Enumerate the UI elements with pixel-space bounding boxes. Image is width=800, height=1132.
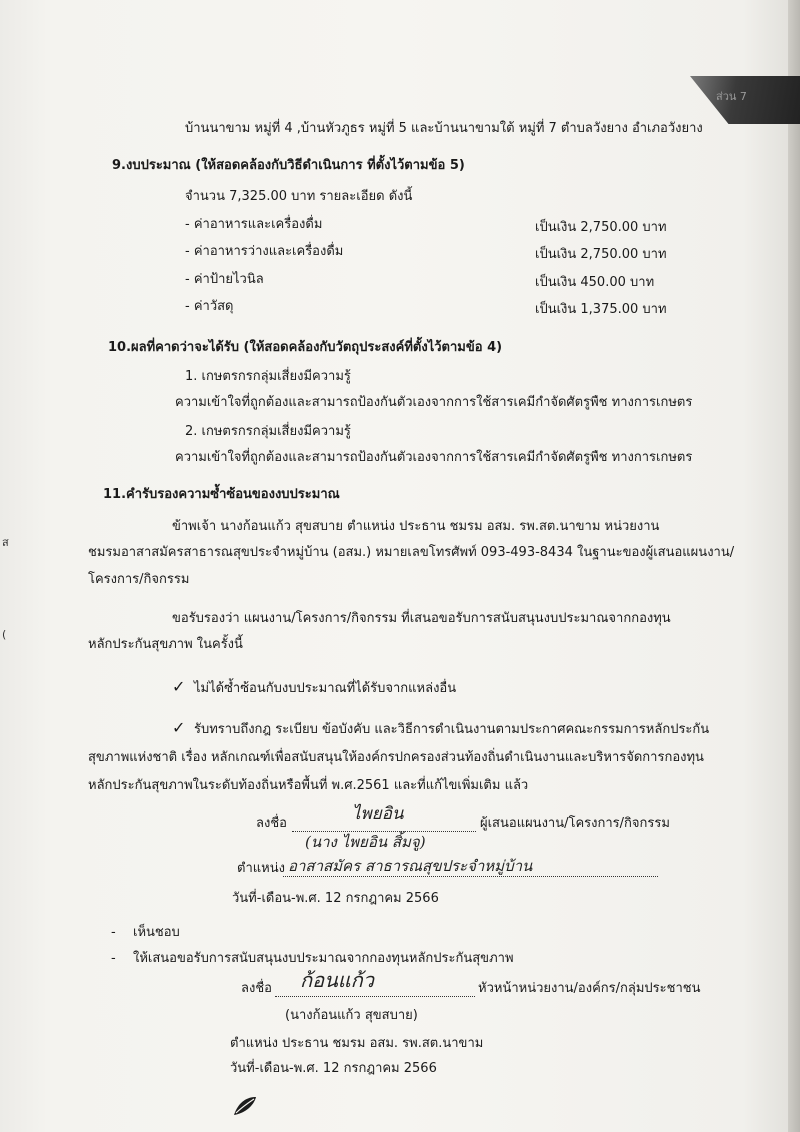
certification-check2: สุขภาพแห่งชาติ เรื่อง หลักเกณฑ์เพื่อสนับสนุนให้องค์กรปกครองส่วนท้องถิ่นดำเนินงานและบริหารจัดการกองทุน bbox=[88, 750, 704, 765]
signer-role: ผู้เสนอแผนงาน/โครงการ/กิจกรรม bbox=[480, 816, 670, 831]
page-tag: ส่วน 7 bbox=[716, 90, 747, 103]
results-heading: 10.ผลที่คาดว่าจะได้รับ (ให้สอดคล้องกับวัตถุประสงค์ที่ตั้งไว้ตามข้อ 4) bbox=[108, 340, 503, 355]
result-item-first: 1. เกษตรกรกลุ่มเสี่ยงมีความรู้ bbox=[185, 369, 351, 384]
intro-line: บ้านนาขาม หมู่ที่ 4 ,บ้านหัวภูธร หมู่ที่ 5 และบ้านนาขามใต้ หมู่ที่ 7 ตำบลวังยาง อำเภอวังยาง bbox=[185, 121, 703, 136]
certification-heading: 11.คำรับรองความซ้ำซ้อนของงบประมาณ bbox=[103, 487, 340, 502]
check-mark-icon: ✓ bbox=[172, 677, 186, 696]
sign-label: ลงชื่อ bbox=[241, 981, 272, 996]
handwritten-printed-name: (นาง ไพยอิน สิ้มจู) bbox=[305, 833, 426, 851]
approval-dash: - bbox=[111, 925, 116, 940]
approval-item: ให้เสนอขอรับการสนับสนุนงบประมาณจากกองทุนหลักประกันสุขภาพ bbox=[133, 951, 514, 966]
position-label: ตำแหน่ง bbox=[237, 861, 285, 876]
sign-date: วันที่-เดือน-พ.ศ. 12 กรกฎาคม 2566 bbox=[230, 1061, 437, 1076]
margin-mark: ส bbox=[2, 536, 9, 549]
page-edge-shadow bbox=[788, 0, 800, 1132]
certification-para2: หลักประกันสุขภาพ ในครั้งนี้ bbox=[88, 637, 243, 652]
certification-para1: ชมรมอาสาสมัครสาธารณสุขประจำหมู่บ้าน (อสม.) หมายเลขโทรศัพท์ 093-493-8434 ในฐานะของผู้เสนอแผนงาน/ bbox=[88, 545, 735, 560]
certification-check1: ไม่ได้ซ้ำซ้อนกับงบประมาณที่ได้รับจากแหล่งอื่น bbox=[194, 681, 457, 696]
certification-para1: ข้าพเจ้า นางก้อนแก้ว สุขสบาย ตำแหน่ง ประธาน ชมรม อสม. รพ.สต.นาขาม หน่วยงาน bbox=[172, 519, 660, 534]
approval-item: เห็นชอบ bbox=[133, 925, 180, 940]
budget-item-amount: เป็นเงิน 1,375.00 บาท bbox=[535, 302, 667, 317]
budget-item-label: - ค่าวัสดุ bbox=[185, 299, 234, 314]
sign-date: วันที่-เดือน-พ.ศ. 12 กรกฎาคม 2566 bbox=[232, 891, 439, 906]
result-item-second: ความเข้าใจที่ถูกต้องและสามารถป้องกันตัวเองจากการใช้สารเคมีกำจัดศัตรูพืช ทางการเกษตร bbox=[175, 450, 693, 465]
handwritten-position: อาสาสมัคร สาธารณสุขประจำหมู่บ้าน bbox=[288, 857, 533, 875]
budget-total: จำนวน 7,325.00 บาท รายละเอียด ดังนี้ bbox=[185, 189, 413, 204]
budget-item-amount: เป็นเงิน 2,750.00 บาท bbox=[535, 220, 667, 235]
certification-check2: รับทราบถึงกฎ ระเบียบ ข้อบังคับ และวิธีการดำเนินงานตามประกาศคณะกรรมการหลักประกัน bbox=[194, 722, 710, 737]
handwritten-signature: ก้อนแก้ว bbox=[300, 968, 375, 992]
budget-item-amount: เป็นเงิน 450.00 บาท bbox=[535, 275, 655, 290]
sign-label: ลงชื่อ bbox=[256, 816, 287, 831]
signer-role: หัวหน้าหน่วยงาน/องค์กร/กลุ่มประชาชน bbox=[478, 981, 701, 996]
result-item-first: 2. เกษตรกรกลุ่มเสี่ยงมีความรู้ bbox=[185, 424, 351, 439]
signature-line bbox=[275, 996, 475, 997]
handwritten-signature: ไพยอิน bbox=[352, 804, 404, 824]
approval-dash: - bbox=[111, 951, 116, 966]
budget-item-label: - ค่าอาหารและเครื่องดื่ม bbox=[185, 217, 323, 232]
budget-item-label: - ค่าป้ายไวนิล bbox=[185, 272, 264, 287]
certification-para1: โครงการ/กิจกรรม bbox=[88, 572, 190, 587]
certification-check2: หลักประกันสุขภาพในระดับท้องถิ่นหรือพื้นที่ พ.ศ.2561 และที่แก้ไขเพิ่มเติม แล้ว bbox=[88, 778, 529, 793]
budget-item-label: - ค่าอาหารว่างและเครื่องดื่ม bbox=[185, 244, 344, 259]
leaf-logo-icon bbox=[232, 1095, 258, 1117]
printed-name: (นางก้อนแก้ว สุขสบาย) bbox=[285, 1008, 418, 1023]
certification-para2: ขอรับรองว่า แผนงาน/โครงการ/กิจกรรม ที่เสนอขอรับการสนับสนุนงบประมาณจากกองทุน bbox=[172, 611, 671, 626]
budget-heading: 9.งบประมาณ (ให้สอดคล้องกับวิธีดำเนินการ ที่ตั้งไว้ตามข้อ 5) bbox=[112, 158, 465, 173]
margin-mark: ( bbox=[2, 628, 7, 641]
result-item-second: ความเข้าใจที่ถูกต้องและสามารถป้องกันตัวเองจากการใช้สารเคมีกำจัดศัตรูพืช ทางการเกษตร bbox=[175, 395, 693, 410]
budget-item-amount: เป็นเงิน 2,750.00 บาท bbox=[535, 247, 667, 262]
check-mark-icon: ✓ bbox=[172, 718, 186, 737]
signer-position: ตำแหน่ง ประธาน ชมรม อสม. รพ.สต.นาขาม bbox=[230, 1036, 484, 1051]
